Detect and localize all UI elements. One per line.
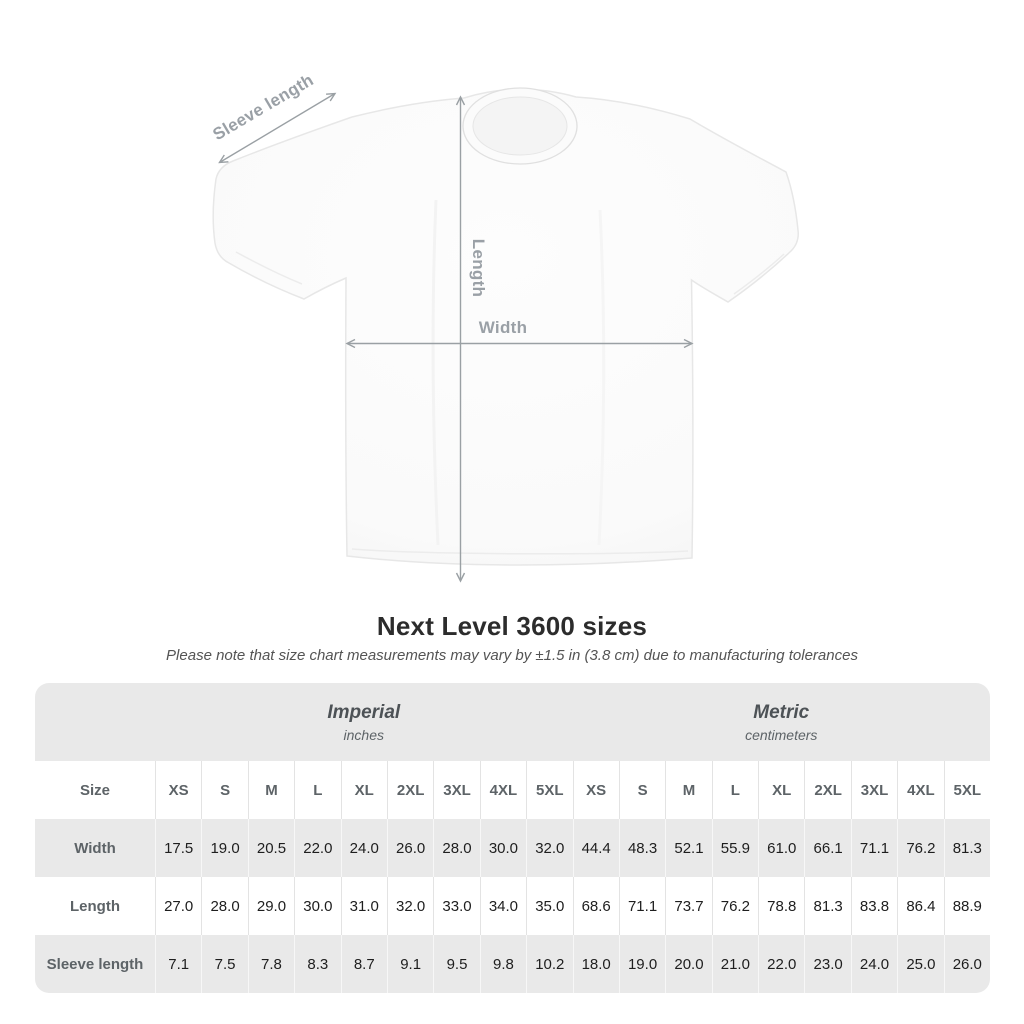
value-cell: 9.5 <box>433 935 479 993</box>
value-cell: 88.9 <box>944 877 990 935</box>
value-cell: 83.8 <box>851 877 897 935</box>
value-cell: 24.0 <box>341 819 387 877</box>
table-row <box>35 877 990 935</box>
value-cell: 31.0 <box>341 877 387 935</box>
collar-inner <box>473 97 567 155</box>
value-cell: 8.7 <box>341 935 387 993</box>
size-col-header: 5XL <box>526 761 572 819</box>
value-cell: 76.2 <box>897 819 943 877</box>
value-cell: 78.8 <box>758 877 804 935</box>
size-col-header: XS <box>155 761 201 819</box>
value-cell: 30.0 <box>294 877 340 935</box>
value-cell: 68.6 <box>573 877 619 935</box>
value-cell: 61.0 <box>758 819 804 877</box>
value-cell: 9.1 <box>387 935 433 993</box>
value-cell: 10.2 <box>526 935 572 993</box>
value-cell: 18.0 <box>573 935 619 993</box>
unit-group-header-row <box>35 683 990 761</box>
size-col-header: 2XL <box>804 761 850 819</box>
value-cell: 22.0 <box>294 819 340 877</box>
value-cell: 32.0 <box>526 819 572 877</box>
size-col-header: L <box>712 761 758 819</box>
size-col-header: XS <box>573 761 619 819</box>
value-cell: 26.0 <box>944 935 990 993</box>
value-cell: 81.3 <box>944 819 990 877</box>
value-cell: 19.0 <box>201 819 247 877</box>
size-col-header: XL <box>758 761 804 819</box>
sleeve-length-label: Sleeve length <box>209 70 317 145</box>
value-cell: 25.0 <box>897 935 943 993</box>
value-cell: 81.3 <box>804 877 850 935</box>
group-header-imperial <box>155 683 573 761</box>
size-col-header: 3XL <box>433 761 479 819</box>
value-cell: 22.0 <box>758 935 804 993</box>
value-cell: 26.0 <box>387 819 433 877</box>
value-cell: 32.0 <box>387 877 433 935</box>
size-col-header: 2XL <box>387 761 433 819</box>
table-row <box>35 819 990 877</box>
value-cell: 8.3 <box>294 935 340 993</box>
value-cell: 17.5 <box>155 819 201 877</box>
value-cell: 21.0 <box>712 935 758 993</box>
value-cell: 52.1 <box>665 819 711 877</box>
value-cell: 7.5 <box>201 935 247 993</box>
value-cell: 9.8 <box>480 935 526 993</box>
size-col-header: XL <box>341 761 387 819</box>
row-label: Sleeve length <box>46 955 144 973</box>
size-col-header: S <box>201 761 247 819</box>
table-row <box>35 935 990 993</box>
value-cell: 29.0 <box>248 877 294 935</box>
value-cell: 28.0 <box>433 819 479 877</box>
size-col-header: 5XL <box>944 761 990 819</box>
group-header-metric <box>573 683 991 761</box>
metric-subtitle: centimeters <box>745 726 818 743</box>
value-cell: 71.1 <box>851 819 897 877</box>
value-cell: 20.5 <box>248 819 294 877</box>
size-col-header: M <box>248 761 294 819</box>
page-title: Next Level 3600 sizes <box>376 611 648 641</box>
value-cell: 33.0 <box>433 877 479 935</box>
page-subtitle: Please note that size chart measurements may vary by ±1.5 in (3.8 cm) due to manufacturing tolerances <box>166 647 858 664</box>
imperial-title: Imperial <box>327 701 401 723</box>
value-cell: 66.1 <box>804 819 850 877</box>
size-table <box>35 683 990 993</box>
metric-title: Metric <box>753 701 810 723</box>
size-col-header: 4XL <box>897 761 943 819</box>
size-col-header: L <box>294 761 340 819</box>
value-cell: 30.0 <box>480 819 526 877</box>
value-cell: 7.1 <box>155 935 201 993</box>
value-cell: 20.0 <box>665 935 711 993</box>
size-col-header: 3XL <box>851 761 897 819</box>
size-col-header: 4XL <box>480 761 526 819</box>
value-cell: 7.8 <box>248 935 294 993</box>
value-cell: 23.0 <box>804 935 850 993</box>
value-cell: 44.4 <box>573 819 619 877</box>
value-cell: 28.0 <box>201 877 247 935</box>
value-cell: 19.0 <box>619 935 665 993</box>
value-cell: 35.0 <box>526 877 572 935</box>
row-label: Width <box>74 839 116 857</box>
heading-block <box>0 611 1024 664</box>
value-cell: 55.9 <box>712 819 758 877</box>
size-header-row <box>35 761 990 819</box>
value-cell: 27.0 <box>155 877 201 935</box>
value-cell: 24.0 <box>851 935 897 993</box>
imperial-subtitle: inches <box>343 726 384 743</box>
value-cell: 71.1 <box>619 877 665 935</box>
row-label: Length <box>70 897 120 915</box>
value-cell: 34.0 <box>480 877 526 935</box>
size-col-header: S <box>619 761 665 819</box>
value-cell: 73.7 <box>665 877 711 935</box>
size-col-header: M <box>665 761 711 819</box>
table-rows <box>35 819 990 993</box>
size-column-title: Size <box>79 781 110 799</box>
value-cell: 86.4 <box>897 877 943 935</box>
group-header-spacer <box>35 683 155 761</box>
value-cell: 48.3 <box>619 819 665 877</box>
length-label: Length <box>469 238 488 298</box>
width-label: Width <box>478 318 528 337</box>
value-cell: 76.2 <box>712 877 758 935</box>
